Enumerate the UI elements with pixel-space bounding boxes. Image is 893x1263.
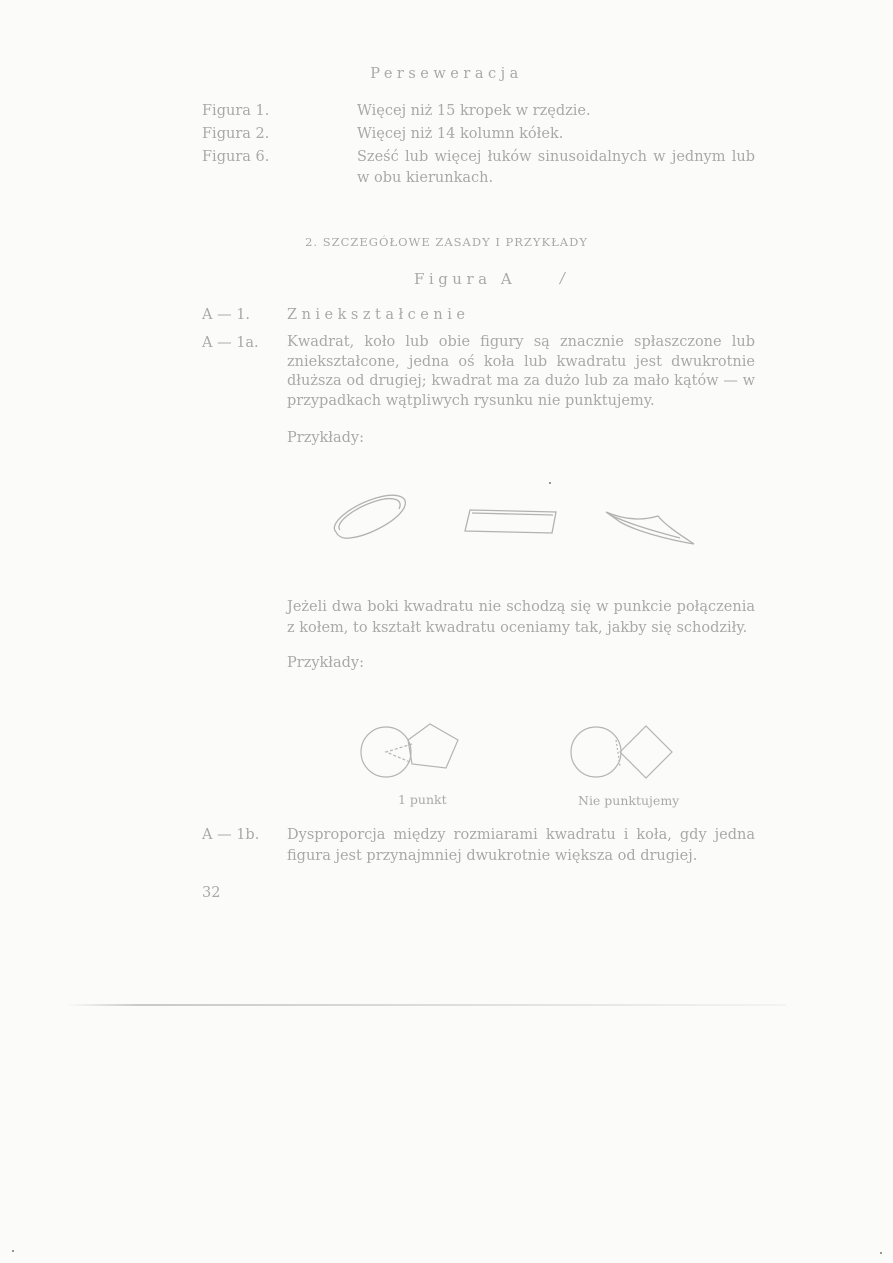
flattened-ellipse-drawing (334, 495, 405, 538)
right-example-square (620, 726, 672, 778)
figure-text-6: Sześć lub więcej łuków sinusoidalnych w jednym lub w obu kierunkach. (357, 149, 755, 186)
page-heading: Perseweracja (370, 66, 523, 82)
section-title: 2. SZCZEGÓŁOWE ZASADY I PRZYKŁADY (305, 235, 588, 249)
figure-text-1: Więcej niż 15 kropek w rzędzie. (357, 103, 591, 119)
figure-mark: / (560, 271, 565, 287)
rule-text-a1b: Dysproporcja między rozmiarami kwadratu i koła, gdy jedna figura jest przynajmniej dwukrotnie większa od drugiej. (287, 827, 755, 864)
scan-speck (549, 482, 551, 484)
scan-speck (12, 1250, 14, 1252)
paragraph-2: Jeżeli dwa boki kwadratu nie schodzą się w punkcie połączenia z kołem, to kształt kwadratu oceniamy tak, jakby się schodziły. (287, 599, 755, 636)
rule-title-a1: Zniekształcenie (287, 307, 470, 323)
figure-title: Figura A (414, 270, 517, 288)
rule-label-a1: A — 1. (202, 307, 251, 323)
caption-left: 1 punkt (398, 792, 447, 807)
rule-label-a1b: A — 1b. (202, 827, 260, 843)
rule-text-a1a: Kwadrat, koło lub obie figury są znacznie spłaszczone lub zniekształcone, jedna oś koła lub kwadratu jest dwukrotnie dłuższa od drugiej; kwadrat ma za dużo lub za mało kątów — w przypadkach wątpliwych rysunku nie punktujemy. (287, 334, 755, 409)
figure-label-6: Figura 6. (202, 149, 270, 165)
examples-label-1: Przykłady: (287, 430, 365, 446)
figure-label-1: Figura 1. (202, 103, 270, 119)
distortion-examples-figure (320, 488, 740, 558)
figure-text-2: Więcej niż 14 kolumn kółek. (357, 126, 564, 142)
figure-label-2: Figura 2. (202, 126, 270, 142)
page-number: 32 (202, 885, 221, 901)
examples-label-2: Przykłady: (287, 655, 365, 671)
junction-examples-figure (350, 718, 680, 788)
left-example-square (408, 724, 458, 768)
scan-speck (880, 1252, 882, 1254)
caption-right: Nie punktujemy (578, 793, 680, 808)
flattened-triangle-drawing (606, 512, 694, 544)
right-example-circle (571, 727, 621, 777)
rule-label-a1a: A — 1a. (202, 335, 259, 351)
scan-edge-line (66, 1004, 786, 1006)
